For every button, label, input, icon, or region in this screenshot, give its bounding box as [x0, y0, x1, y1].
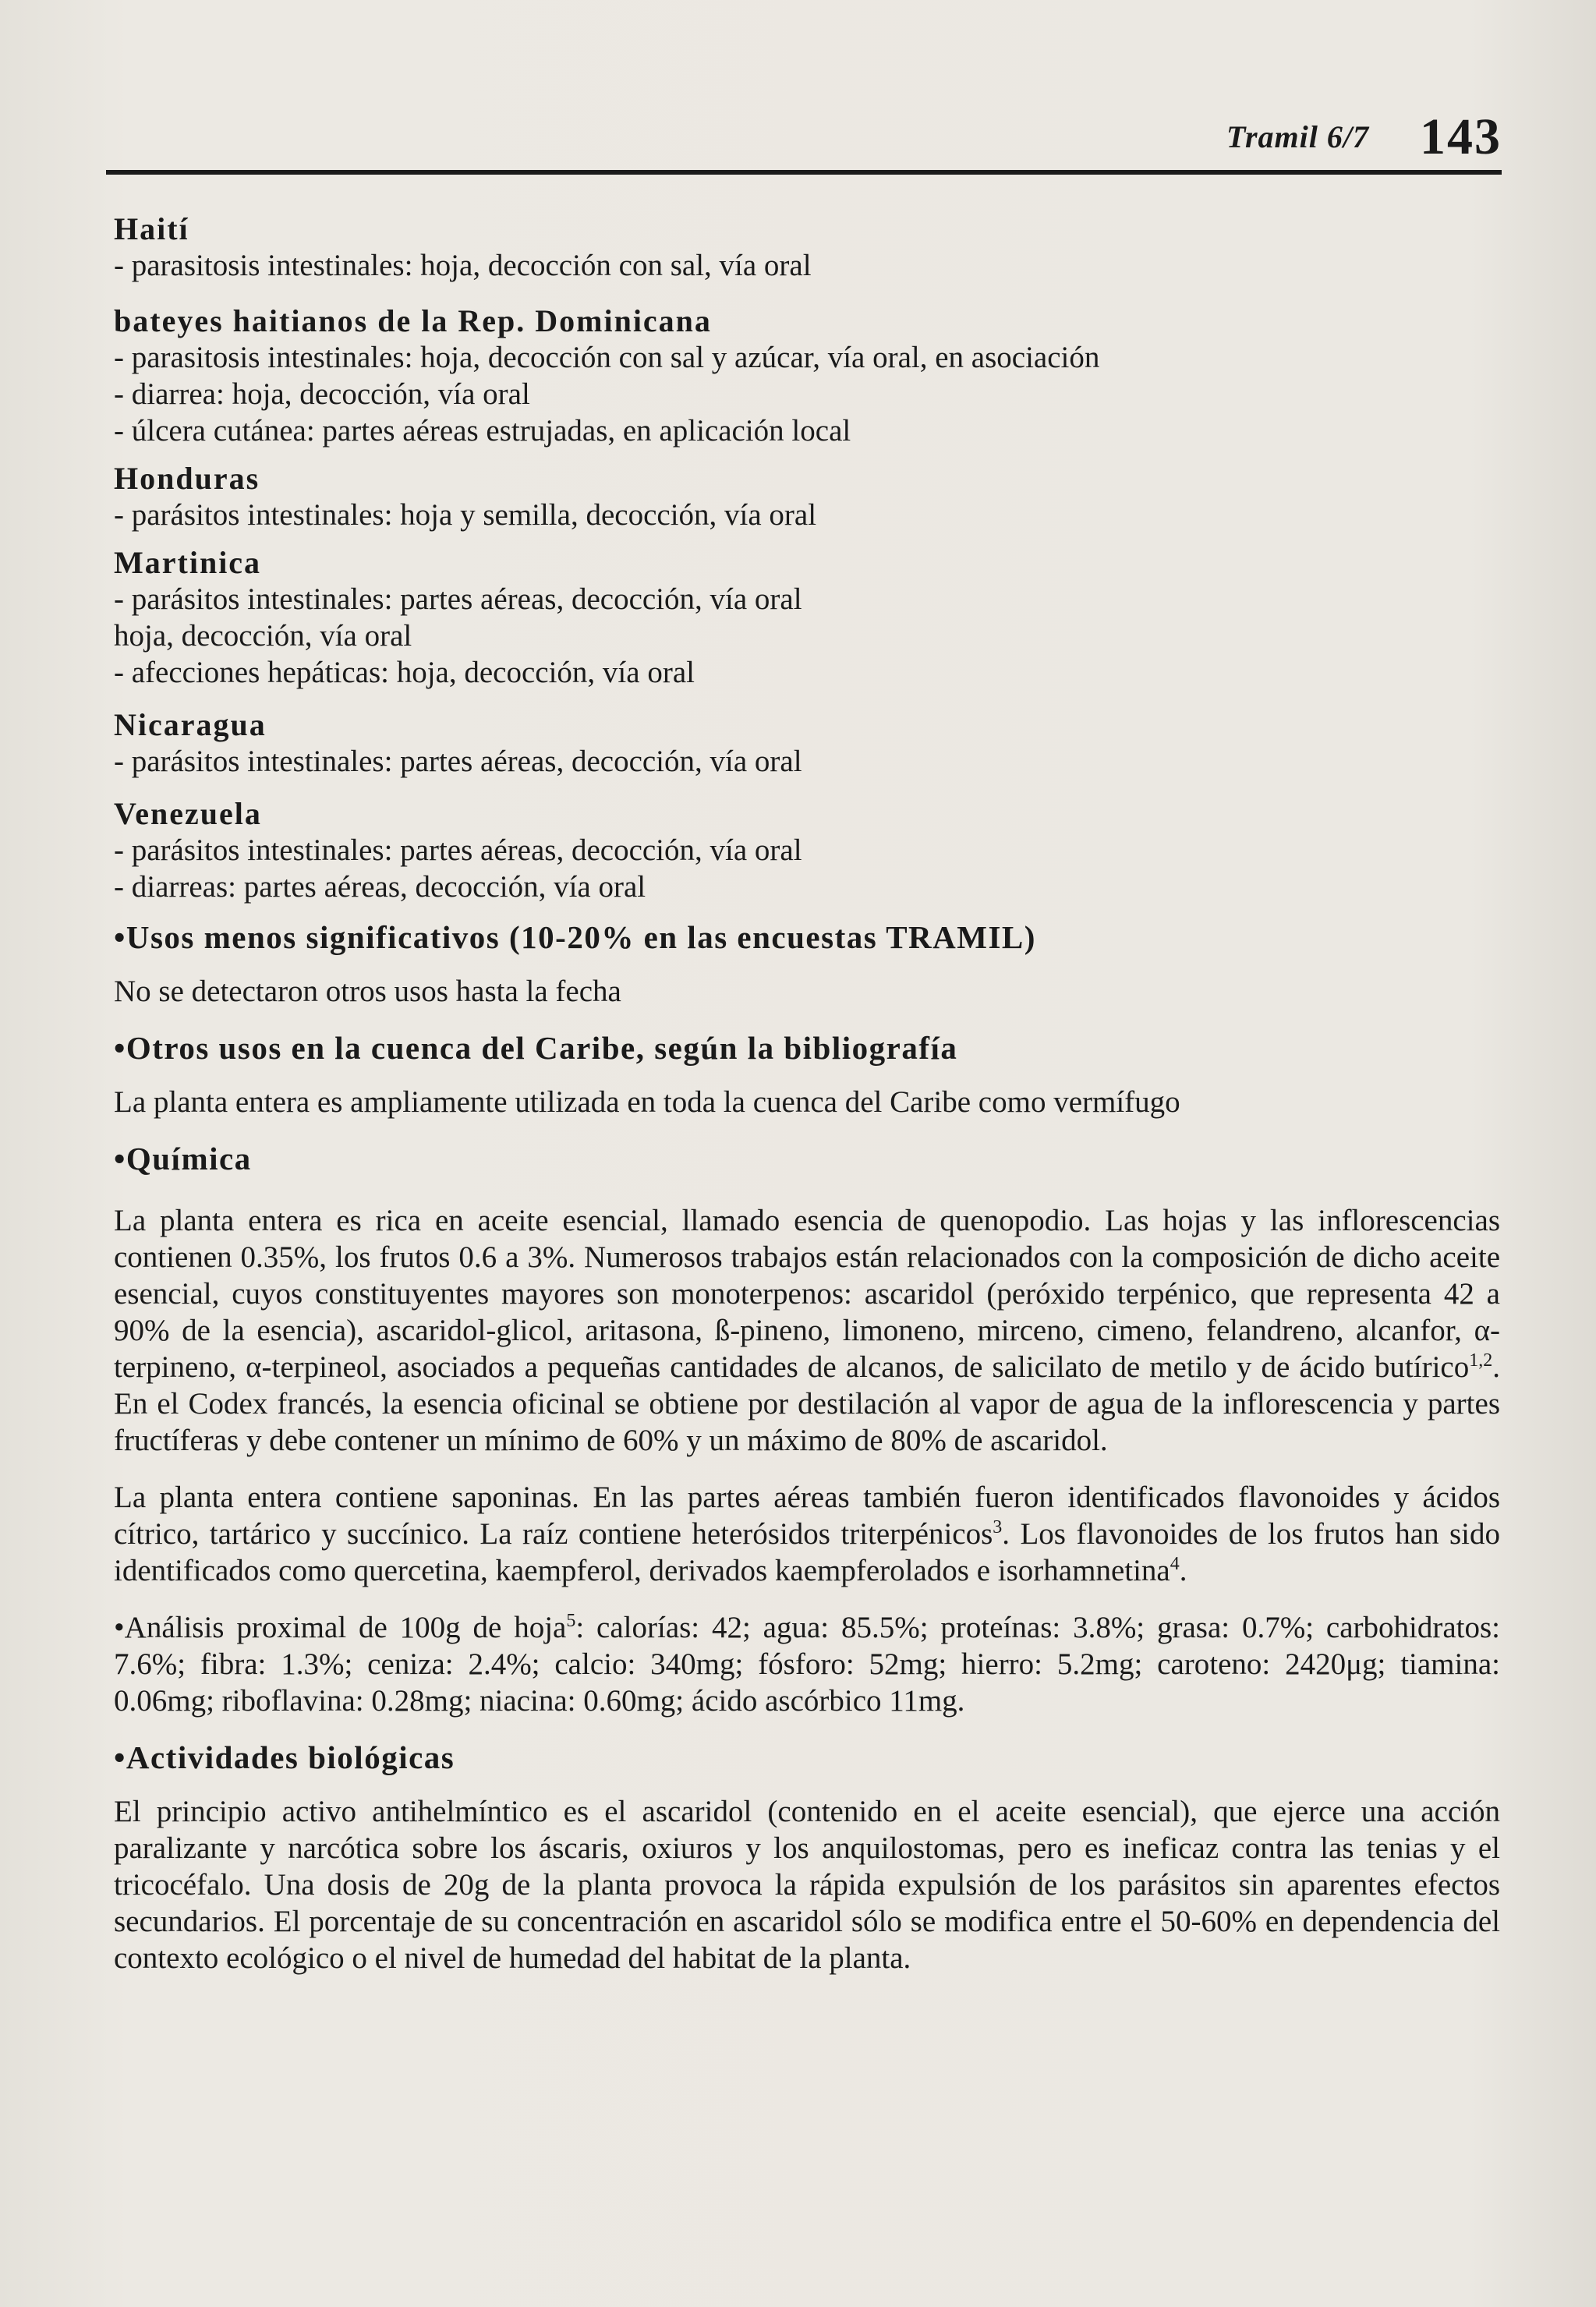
- text-run: La planta entera contiene saponinas. En las partes aéreas también fueron identificados flavonoides y ácidos cítrico, tartárico y succínico. La raíz contiene heterósidos triterpénicos: [114, 1481, 1500, 1551]
- header-rule: [106, 170, 1502, 175]
- citation-ref: 3: [993, 1517, 1003, 1537]
- use-line: - úlcera cutánea: partes aéreas estrujadas, en aplicación local: [114, 414, 851, 448]
- use-line: - parasitosis intestinales: hoja, decocción con sal, vía oral: [114, 249, 812, 282]
- citation-ref: 5: [566, 1611, 576, 1631]
- page-header: [106, 108, 1502, 170]
- use-line: - diarrea: hoja, decocción, vía oral: [114, 377, 530, 411]
- country-heading: Nicaragua: [114, 707, 267, 742]
- usos-menos-text: No se detectaron otros usos hasta la fecha: [114, 975, 621, 1008]
- country-heading: Honduras: [114, 461, 260, 496]
- use-line: - parásitos intestinales: partes aéreas, decocción, vía oral: [114, 745, 802, 778]
- country-heading: Venezuela: [114, 796, 262, 831]
- text-run: La planta entera es rica en aceite esencial, llamado esencia de quenopodio. Las hojas y las inflorescencias contienen 0.35%, los frutos 0.6 a 3%. Numerosos trabajos están relacionados con la composición de dicho aceite esencial, cuyos constituyentes mayores son monoterpenos: ascaridol (peróxido terpénico, que representa 42 a 90% de la esencia), ascaridol-glicol, aritasona, ß-pineno, limoneno, mirceno, cimeno, felandreno, alcanfor, α-terpineno, α-terpineol, asociados a pequeñas cantidades de alcanos, de salicilato de metilo y de ácido butírico: [114, 1204, 1500, 1384]
- actividades-text: El principio activo antihelmíntico es el ascaridol (contenido en el aceite esencial), que ejerce una acción paralizante y narcótica sobre los áscaris, oxiuros y los anquilostomas, pero es ineficaz contra las tenias y el tricocéfalo. Una dosis de 20g de la planta provoca la rápida expulsión de los parásitos sin aparentes efectos secundarios. El porcentaje de su concentración en ascaridol sólo se modifica entre el 50-60% en dependencia del contexto ecológico o el nivel de humedad del habitat de la planta.: [114, 1795, 1500, 1975]
- text-run: •Análisis proximal de 100g de hoja: [114, 1611, 567, 1644]
- use-line: - parasitosis intestinales: hoja, decocción con sal y azúcar, vía oral, en asociación: [114, 341, 1100, 374]
- analisis-proximal-paragraph: [114, 1609, 1500, 1719]
- use-line: - parásitos intestinales: partes aéreas, decocción, vía oral: [114, 833, 802, 867]
- country-group-martinica: [114, 544, 1500, 691]
- text-run: : calorías: 42; agua: 85.5%; proteínas: 3.8%; grasa: 0.7%; carbohidratos: 7.6%; fibra: 1.3%; ceniza: 2.4%; calcio: 340mg; fósforo: 52mg; hierro: 5.2mg; caroteno: 2420μg; tiamina: 0.06mg; riboflavina: 0.28mg; niacina: 0.60mg; ácido ascórbico 11mg.: [114, 1611, 1500, 1718]
- section-heading-quimica: •Química: [114, 1141, 252, 1176]
- use-line: - parásitos intestinales: partes aéreas, decocción, vía oral: [114, 582, 802, 616]
- country-heading: bateyes haitianos de la Rep. Dominicana: [114, 303, 712, 338]
- use-line: - diarreas: partes aéreas, decocción, vía oral: [114, 870, 646, 904]
- use-line: - afecciones hepáticas: hoja, decocción, vía oral: [114, 656, 695, 689]
- otros-usos-text: La planta entera es ampliamente utilizada en toda la cuenca del Caribe como vermífugo: [114, 1085, 1180, 1119]
- use-line: hoja, decocción, vía oral: [114, 619, 412, 653]
- country-group-bateyes: [114, 303, 1500, 449]
- running-title: Tramil 6/7: [1226, 119, 1369, 154]
- quimica-paragraph-2: [114, 1479, 1500, 1589]
- country-heading: Haití: [114, 211, 189, 246]
- country-group-haiti: [114, 211, 1500, 284]
- page-number: 143: [1420, 108, 1502, 165]
- section-heading-otros-usos: •Otros usos en la cuenca del Caribe, según la bibliografía: [114, 1030, 958, 1066]
- text-run: . Los flavonoides de los frutos han sido identificados como quercetina, kaempferol, derivados kaempferolados e isorhamnetina: [114, 1517, 1500, 1587]
- quimica-paragraph-1: [114, 1202, 1500, 1459]
- country-group-venezuela: [114, 795, 1500, 905]
- text-run: .: [1179, 1554, 1187, 1587]
- use-line: - parásitos intestinales: hoja y semilla, decocción, vía oral: [114, 498, 817, 532]
- section-heading-usos-menos: •Usos menos significativos (10-20% en las encuestas TRAMIL): [114, 919, 1036, 955]
- section-heading-actividades: •Actividades biológicas: [114, 1739, 455, 1775]
- citation-ref: 4: [1170, 1554, 1180, 1574]
- page-body: [114, 211, 1500, 1997]
- citation-ref: 1,2: [1469, 1350, 1493, 1371]
- country-heading: Martinica: [114, 545, 262, 580]
- country-group-honduras: [114, 460, 1500, 533]
- text-run: . En el Codex francés, la esencia oficinal se obtiene por destilación al vapor de agua de la inflorescencia y partes fructíferas y debe contener un mínimo de 60% y un máximo de 80% de ascaridol.: [114, 1350, 1500, 1457]
- country-group-nicaragua: [114, 706, 1500, 780]
